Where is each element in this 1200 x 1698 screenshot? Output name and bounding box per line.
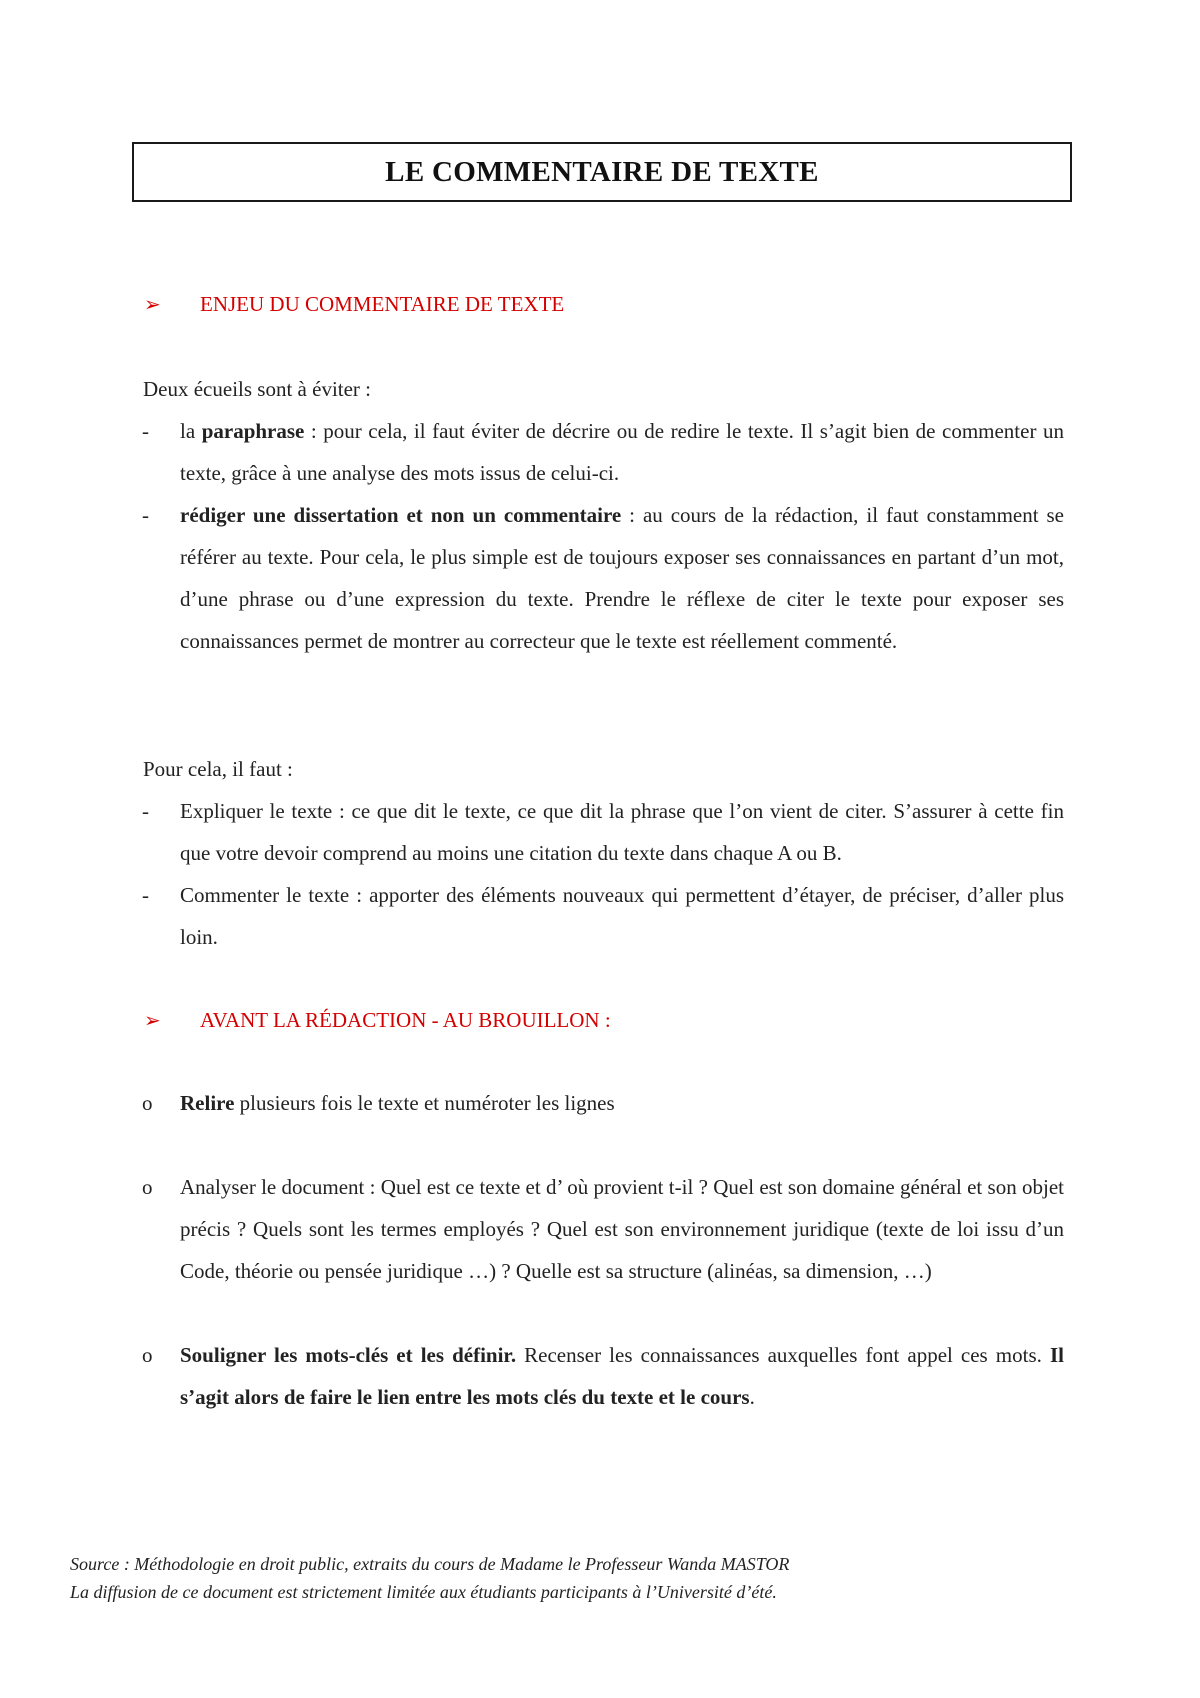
bold-term: rédiger une dissertation et non un commentaire: [180, 503, 622, 527]
pitfalls-list: [140, 410, 1064, 662]
list-item: - la paraphrase : pour cela, il faut éviter de décrire ou de redire le texte. Il s’agit bien de commenter un texte, grâce à une analyse des mots issus de celui-ci.: [140, 410, 1064, 494]
section-heading-text: AVANT LA RÉDACTION - AU BROUILLON :: [200, 1008, 611, 1032]
dash-marker: -: [142, 883, 149, 907]
bold-term: Souligner les mots-clés et les définir.: [180, 1343, 517, 1367]
dash-marker: -: [142, 419, 149, 443]
draft-steps-list: [140, 1082, 1064, 1418]
list-item: - Commenter le texte : apporter des éléments nouveaux qui permettent d’étayer, de préciser, d’aller plus loin.: [140, 874, 1064, 958]
bold-term: Relire: [180, 1091, 235, 1115]
arrow-bullet-icon: ➢: [144, 294, 161, 316]
footer-source-line: Source : Méthodologie en droit public, extraits du cours de Madame le Professeur Wanda MASTOR: [70, 1554, 790, 1574]
circle-marker: o: [142, 1175, 153, 1199]
circle-marker: o: [142, 1343, 153, 1367]
title-box: [132, 142, 1072, 202]
bold-term: paraphrase: [201, 419, 305, 443]
section-heading-text: ENJEU DU COMMENTAIRE DE TEXTE: [200, 292, 565, 316]
dash-marker: -: [142, 503, 149, 527]
intro-paragraph: Deux écueils sont à éviter :: [143, 377, 372, 401]
list-item: - Expliquer le texte : ce que dit le texte, ce que dit la phrase que l’on vient de citer. S’assurer à cette fin que votre devoir comprend au moins une citation du texte dans chaque A ou B.: [140, 790, 1064, 874]
list-item: o Souligner les mots-clés et les définir. Recenser les connaissances auxquelles font appel ces mots. Il s’agit alors de faire le lien entre les mots clés du texte et le cours.: [140, 1334, 1064, 1418]
list-item: o Relire plusieurs fois le texte et numéroter les lignes: [140, 1082, 1064, 1124]
dash-marker: -: [142, 799, 149, 823]
section-heading-enjeu: [144, 292, 564, 317]
list-item: o Analyser le document : Quel est ce texte et d’ où provient t-il ? Quel est son domaine général et son objet précis ? Quels sont les termes employés ? Quel est son environnement juridique (texte de loi issu d’un Code, théorie ou pensée juridique …) ? Quelle est sa structure (alinéas, sa dimension, …): [140, 1166, 1064, 1292]
intro2-paragraph: Pour cela, il faut :: [143, 757, 293, 781]
circle-marker: o: [142, 1091, 153, 1115]
method-list: [140, 790, 1064, 958]
source-footer: [70, 1550, 789, 1606]
section-heading-avant: [144, 1008, 611, 1033]
bold-term: Il s’agit alors de faire le lien entre les mots clés du texte et le cours: [180, 1343, 1064, 1409]
arrow-bullet-icon: ➢: [144, 1010, 161, 1032]
footer-diffusion-line: La diffusion de ce document est strictement limitée aux étudiants participants à l’Université d’été.: [70, 1582, 777, 1602]
document-title: LE COMMENTAIRE DE TEXTE: [385, 155, 819, 188]
list-item: - rédiger une dissertation et non un commentaire : au cours de la rédaction, il faut constamment se référer au texte. Pour cela, le plus simple est de toujours exposer ses connaissances en partant d’un mot, d’une phrase ou d’une expression du texte. Prendre le réflexe de citer le texte pour exposer ses connaissances permet de montrer au correcteur que le texte est réellement commenté.: [140, 494, 1064, 662]
